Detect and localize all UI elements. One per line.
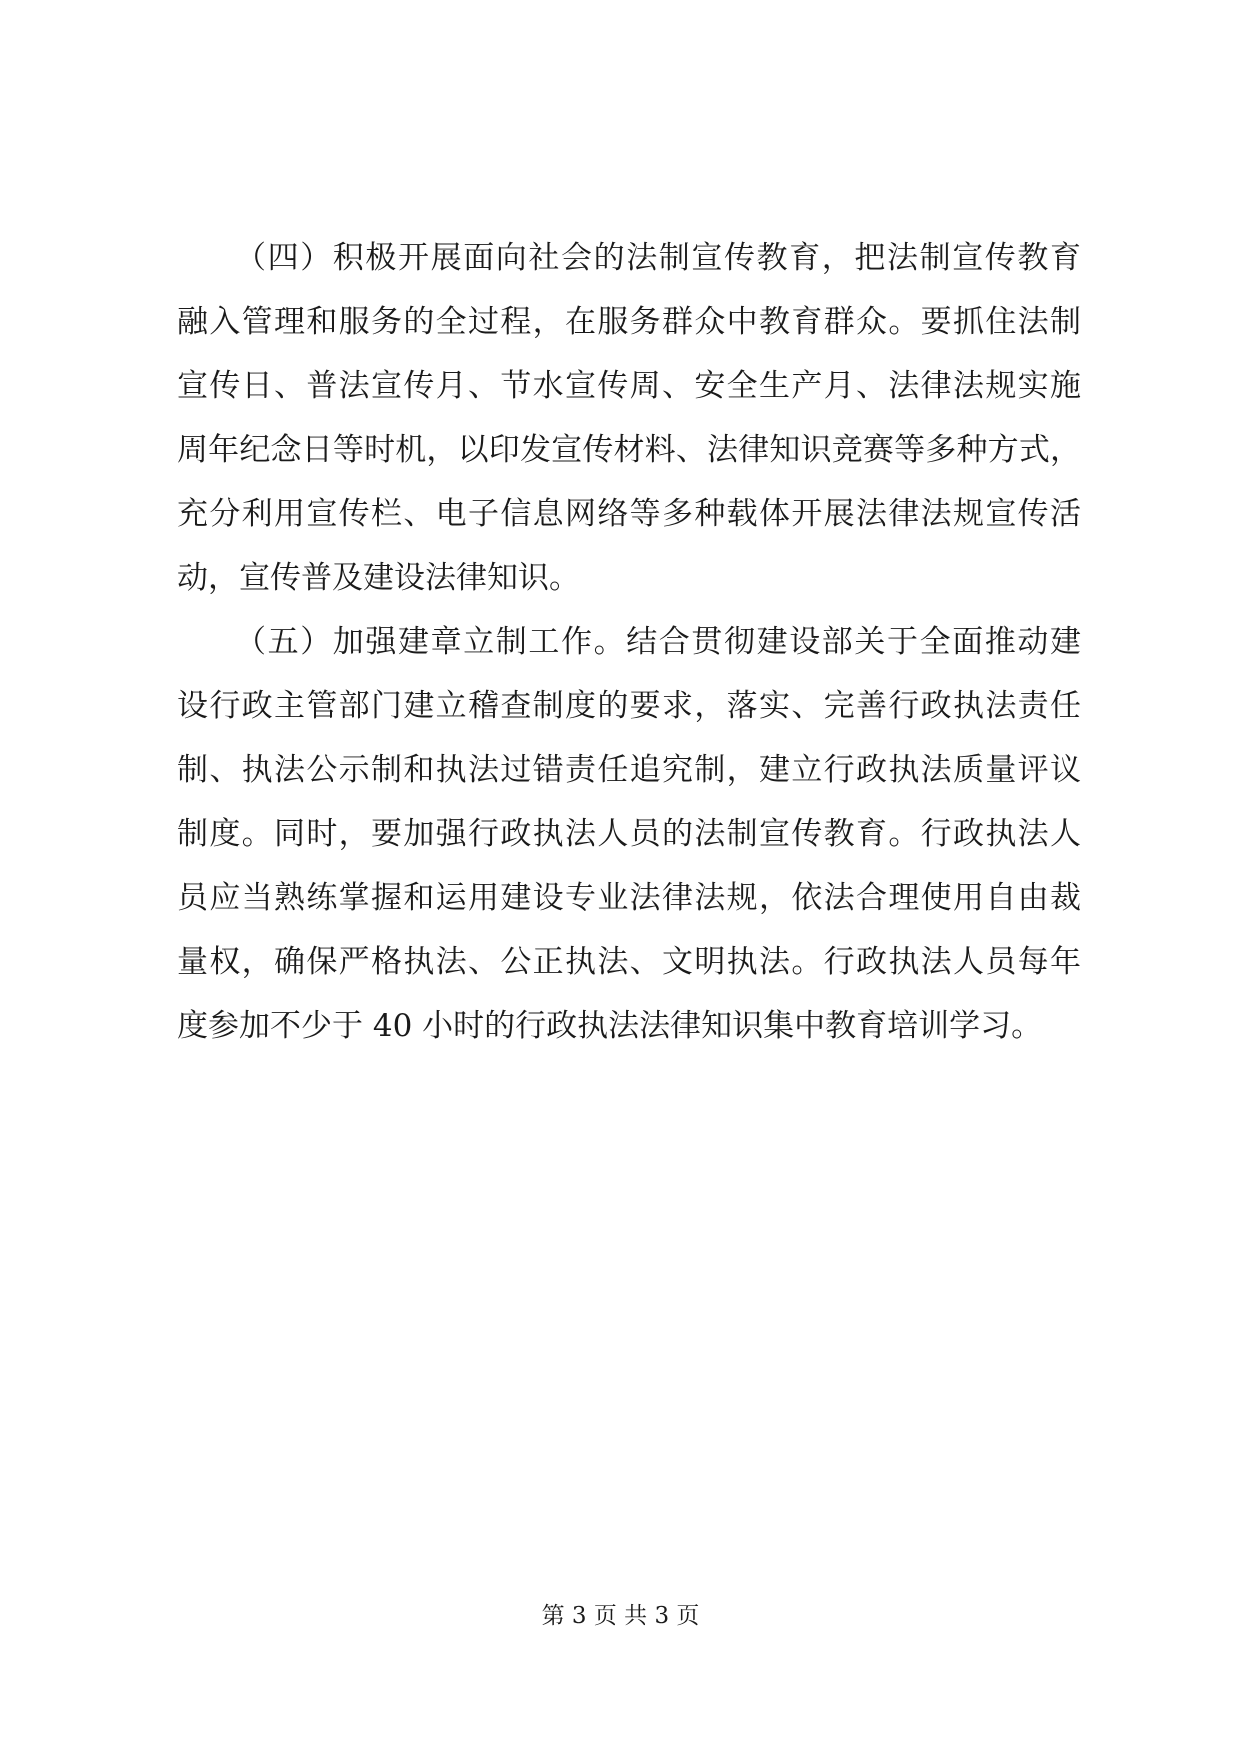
page-number-footer: 第 3 页 共 3 页 <box>541 1603 700 1629</box>
paragraph-line: 周年纪念日等时机，以印发宣传材料、法律知识竞赛等多种方式， <box>177 432 1081 468</box>
paragraph-line: 度参加不少于 40 小时的行政执法法律知识集中教育培训学习。 <box>177 1008 1043 1044</box>
paragraph-line: 制度。同时，要加强行政执法人员的法制宣传教育。行政执法人 <box>177 816 1081 852</box>
document-body <box>177 226 1081 1058</box>
paragraph-line: 充分利用宣传栏、电子信息网络等多种载体开展法律法规宣传活 <box>177 496 1081 532</box>
paragraph-line: 制、执法公示制和执法过错责任追究制，建立行政执法质量评议 <box>177 752 1081 788</box>
paragraph-line: 员应当熟练掌握和运用建设专业法律法规，依法合理使用自由裁 <box>177 880 1081 916</box>
paragraph-line: 设行政主管部门建立稽查制度的要求，落实、完善行政执法责任 <box>177 688 1081 724</box>
paragraph-four <box>177 226 1081 610</box>
paragraph-line: 量权，确保严格执法、公正执法、文明执法。行政执法人员每年 <box>177 944 1081 980</box>
paragraph-line: 动，宣传普及建设法律知识。 <box>177 560 580 596</box>
paragraph-line: （五）加强建章立制工作。结合贯彻建设部关于全面推动建 <box>235 624 1081 660</box>
paragraph-line: 宣传日、普法宣传月、节水宣传周、安全生产月、法律法规实施 <box>177 368 1081 404</box>
paragraph-line: 融入管理和服务的全过程，在服务群众中教育群众。要抓住法制 <box>177 304 1081 340</box>
paragraph-line: （四）积极开展面向社会的法制宣传教育，把法制宣传教育 <box>235 240 1081 276</box>
paragraph-five <box>177 610 1081 1058</box>
